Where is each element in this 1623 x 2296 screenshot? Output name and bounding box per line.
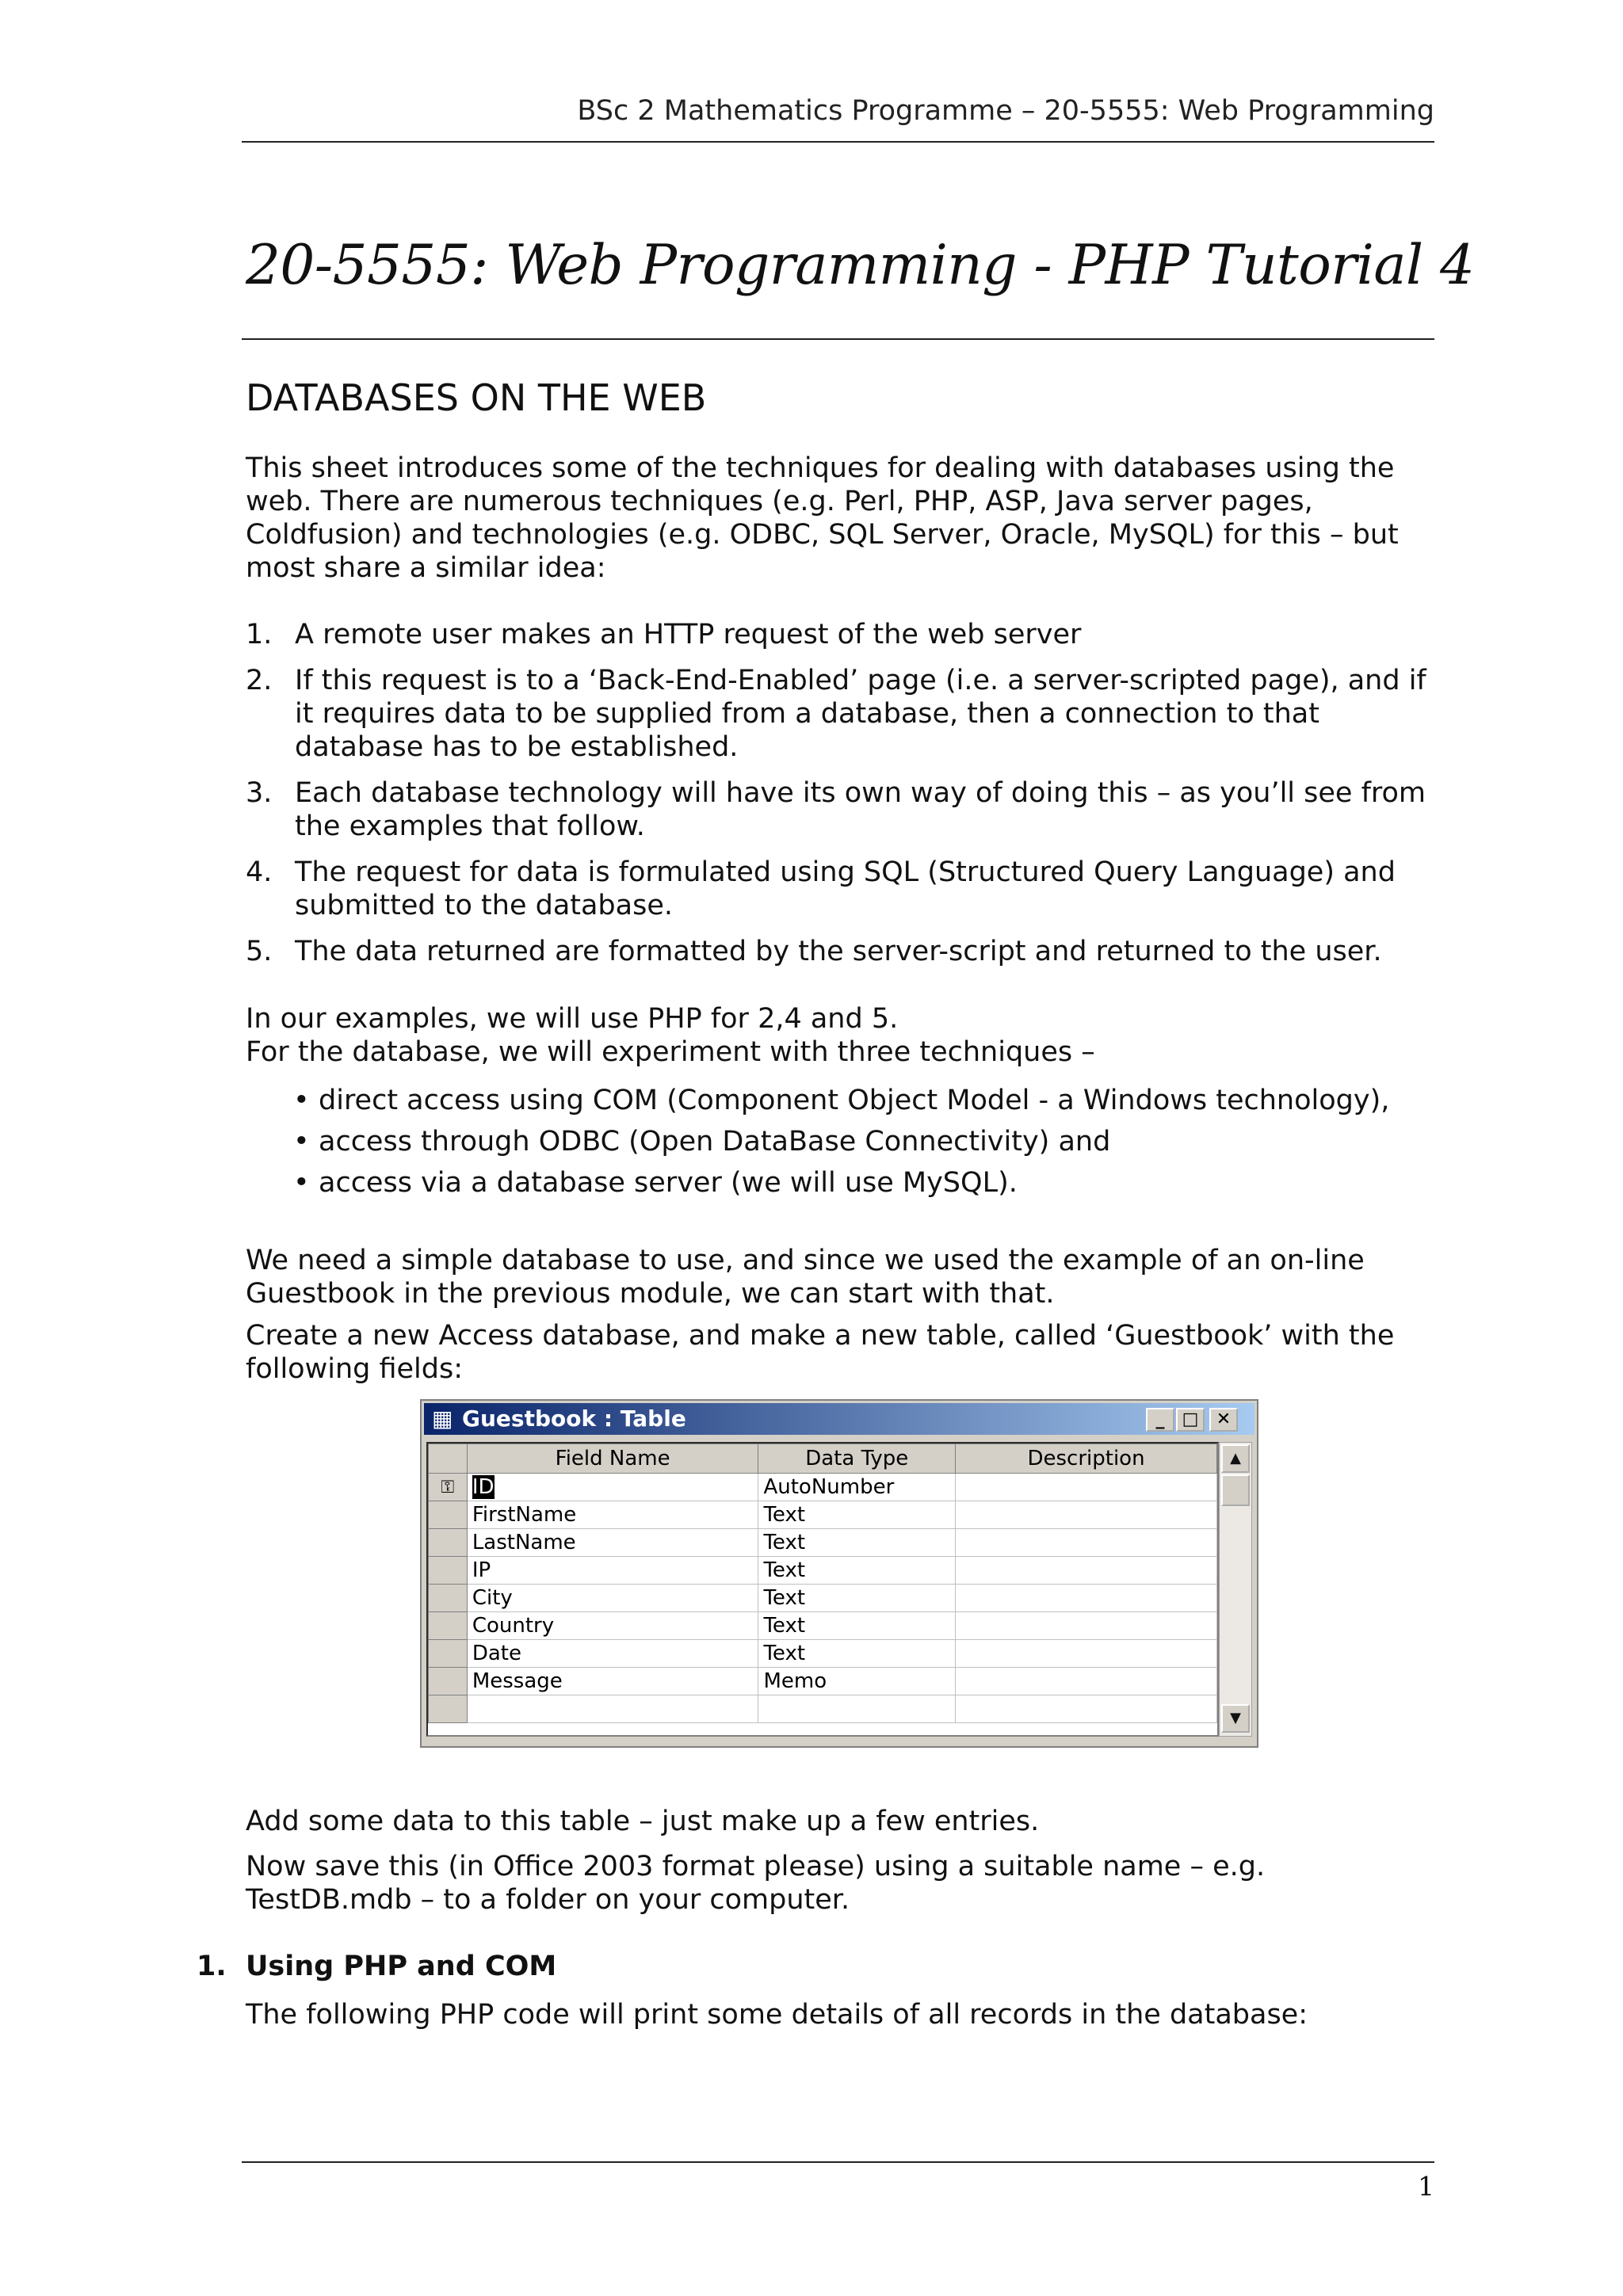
description-cell[interactable]: [956, 1695, 1217, 1723]
table-row[interactable]: [429, 1668, 1217, 1695]
section-title: Using PHP and COM: [246, 1951, 557, 1982]
list-number: 3.: [246, 777, 273, 809]
scroll-thumb[interactable]: [1221, 1474, 1250, 1506]
list-item-text: The data returned are formatted by the server-script and returned to the user.: [295, 936, 1382, 967]
column-header[interactable]: Data Type: [758, 1444, 956, 1474]
data-type-cell[interactable]: Text: [758, 1529, 956, 1557]
create-table-paragraph: Create a new Access database, and make a new table, called ‘Guestbook’ with the following fields:: [246, 1320, 1395, 1385]
section-1-paragraph: The following PHP code will print some details of all records in the database:: [246, 1999, 1308, 2031]
description-cell[interactable]: [956, 1557, 1217, 1585]
list-item-text: direct access using COM (Component Object Model - a Windows technology),: [319, 1085, 1390, 1116]
list-item: [293, 1084, 1419, 1117]
field-name-cell[interactable]: Country: [467, 1612, 758, 1640]
list-item: [246, 935, 1434, 968]
row-selector[interactable]: [429, 1695, 468, 1723]
save-paragraph: Now save this (in Office 2003 format please) using a suitable name – e.g. TestDB.mdb – to a folder on your computer.: [246, 1851, 1266, 1916]
list-item: [293, 1166, 1419, 1199]
row-selector[interactable]: [429, 1501, 468, 1529]
table-row[interactable]: [429, 1501, 1217, 1529]
data-type-cell[interactable]: Memo: [758, 1668, 956, 1695]
data-type-cell[interactable]: AutoNumber: [758, 1474, 956, 1501]
list-number: 4.: [246, 856, 273, 888]
window-titlebar: [424, 1403, 1254, 1435]
description-cell[interactable]: [956, 1612, 1217, 1640]
primary-key-icon[interactable]: ⚿: [429, 1474, 468, 1501]
data-type-cell[interactable]: Text: [758, 1640, 956, 1668]
table-row[interactable]: [429, 1585, 1217, 1612]
scroll-up-icon[interactable]: ▲: [1221, 1444, 1250, 1473]
table-header-row: [429, 1444, 1217, 1474]
description-cell[interactable]: [956, 1501, 1217, 1529]
description-cell[interactable]: [956, 1529, 1217, 1557]
examples-line: In our examples, we will use PHP for 2,4 and 5.: [246, 1003, 899, 1035]
scroll-down-icon[interactable]: ▼: [1221, 1704, 1250, 1733]
field-table: [428, 1444, 1217, 1723]
field-name-cell[interactable]: FirstName: [467, 1501, 758, 1529]
bullet-icon: •: [293, 1126, 310, 1158]
selected-text: ID: [472, 1475, 495, 1499]
minimize-button[interactable]: _: [1146, 1408, 1174, 1432]
row-selector[interactable]: [429, 1668, 468, 1695]
table-row[interactable]: [429, 1474, 1217, 1501]
field-grid: [426, 1442, 1219, 1737]
bullet-icon: •: [293, 1085, 310, 1116]
data-type-cell[interactable]: Text: [758, 1501, 956, 1529]
list-item: [293, 1125, 1419, 1158]
steps-list: [246, 618, 1434, 981]
list-item-text: A remote user makes an HTTP request of the web server: [295, 619, 1082, 650]
field-name-cell[interactable]: Message: [467, 1668, 758, 1695]
examples-line: For the database, we will experiment with three techniques –: [246, 1036, 1095, 1068]
section-1-heading: [197, 1951, 556, 1982]
close-button[interactable]: ✕: [1209, 1408, 1238, 1432]
column-header[interactable]: Field Name: [467, 1444, 758, 1474]
list-number: 1.: [246, 619, 273, 650]
techniques-list: [293, 1084, 1419, 1207]
window-title: Guestbook : Table: [462, 1405, 686, 1432]
field-name-cell[interactable]: IP: [467, 1557, 758, 1585]
row-selector[interactable]: [429, 1585, 468, 1612]
field-name-cell[interactable]: LastName: [467, 1529, 758, 1557]
list-item-text: If this request is to a ‘Back-End-Enabled’ page (i.e. a server-scripted page), and if it requires data to be supplied from a database, then a connection to that database has to be established.: [295, 665, 1426, 763]
data-type-cell[interactable]: Text: [758, 1612, 956, 1640]
section-heading: DATABASES ON THE WEB: [246, 376, 707, 419]
field-name-cell[interactable]: [467, 1474, 758, 1501]
list-item-text: access via a database server (we will use MySQL).: [319, 1167, 1018, 1199]
bullet-icon: •: [293, 1167, 310, 1199]
section-number: 1.: [197, 1951, 227, 1982]
table-design-window: [420, 1399, 1258, 1748]
list-number: 5.: [246, 936, 273, 967]
description-cell[interactable]: [956, 1640, 1217, 1668]
data-type-cell[interactable]: [758, 1695, 956, 1723]
row-selector[interactable]: [429, 1612, 468, 1640]
table-row[interactable]: [429, 1557, 1217, 1585]
field-name-cell[interactable]: Date: [467, 1640, 758, 1668]
list-item: [246, 618, 1434, 651]
list-item: [246, 664, 1434, 764]
database-paragraph: We need a simple database to use, and since we used the example of an on-line Guestbook in the previous module, we can start with that.: [246, 1245, 1365, 1310]
list-item-text: The request for data is formulated using SQL (Structured Query Language) and submitted to the database.: [295, 856, 1396, 921]
title-divider: [242, 338, 1434, 340]
page-number: 1: [1418, 2171, 1434, 2202]
intro-paragraph: This sheet introduces some of the techniques for dealing with databases using the web. There are numerous techniques (e.g. Perl, PHP, ASP, Java server pages, Coldfusion) and technologies (e.g. ODBC, SQL Server, Oracle, MySQL) for this – but most share a similar idea:: [246, 452, 1399, 584]
table-row[interactable]: [429, 1529, 1217, 1557]
examples-paragraph: [246, 1002, 1434, 1069]
table-row-new[interactable]: [429, 1695, 1217, 1723]
row-selector[interactable]: [429, 1557, 468, 1585]
list-item: [246, 856, 1434, 922]
column-header[interactable]: Description: [956, 1444, 1217, 1474]
vertical-scrollbar[interactable]: [1219, 1442, 1252, 1737]
list-item-text: Each database technology will have its own way of doing this – as you’ll see from the examples that follow.: [295, 777, 1426, 842]
field-name-cell[interactable]: City: [467, 1585, 758, 1612]
row-selector[interactable]: [429, 1529, 468, 1557]
page-title: 20-5555: Web Programming - PHP Tutorial 4: [246, 234, 1475, 297]
add-data-paragraph: Add some data to this table – just make up a few entries.: [246, 1806, 1040, 1837]
table-row[interactable]: [429, 1640, 1217, 1668]
description-cell[interactable]: [956, 1668, 1217, 1695]
list-item: [246, 776, 1434, 843]
maximize-button[interactable]: □: [1176, 1408, 1205, 1432]
row-selector-header: [429, 1444, 468, 1474]
data-type-cell[interactable]: Text: [758, 1585, 956, 1612]
table-icon: ▦: [432, 1405, 453, 1432]
table-row[interactable]: [429, 1612, 1217, 1640]
footer-divider: [242, 2161, 1434, 2163]
running-header: BSc 2 Mathematics Programme – 20-5555: Web Programming: [242, 95, 1434, 143]
field-name-cell[interactable]: [467, 1695, 758, 1723]
description-cell[interactable]: [956, 1474, 1217, 1501]
row-selector[interactable]: [429, 1640, 468, 1668]
description-cell[interactable]: [956, 1585, 1217, 1612]
list-number: 2.: [246, 665, 273, 696]
list-item-text: access through ODBC (Open DataBase Connectivity) and: [319, 1126, 1111, 1158]
data-type-cell[interactable]: Text: [758, 1557, 956, 1585]
